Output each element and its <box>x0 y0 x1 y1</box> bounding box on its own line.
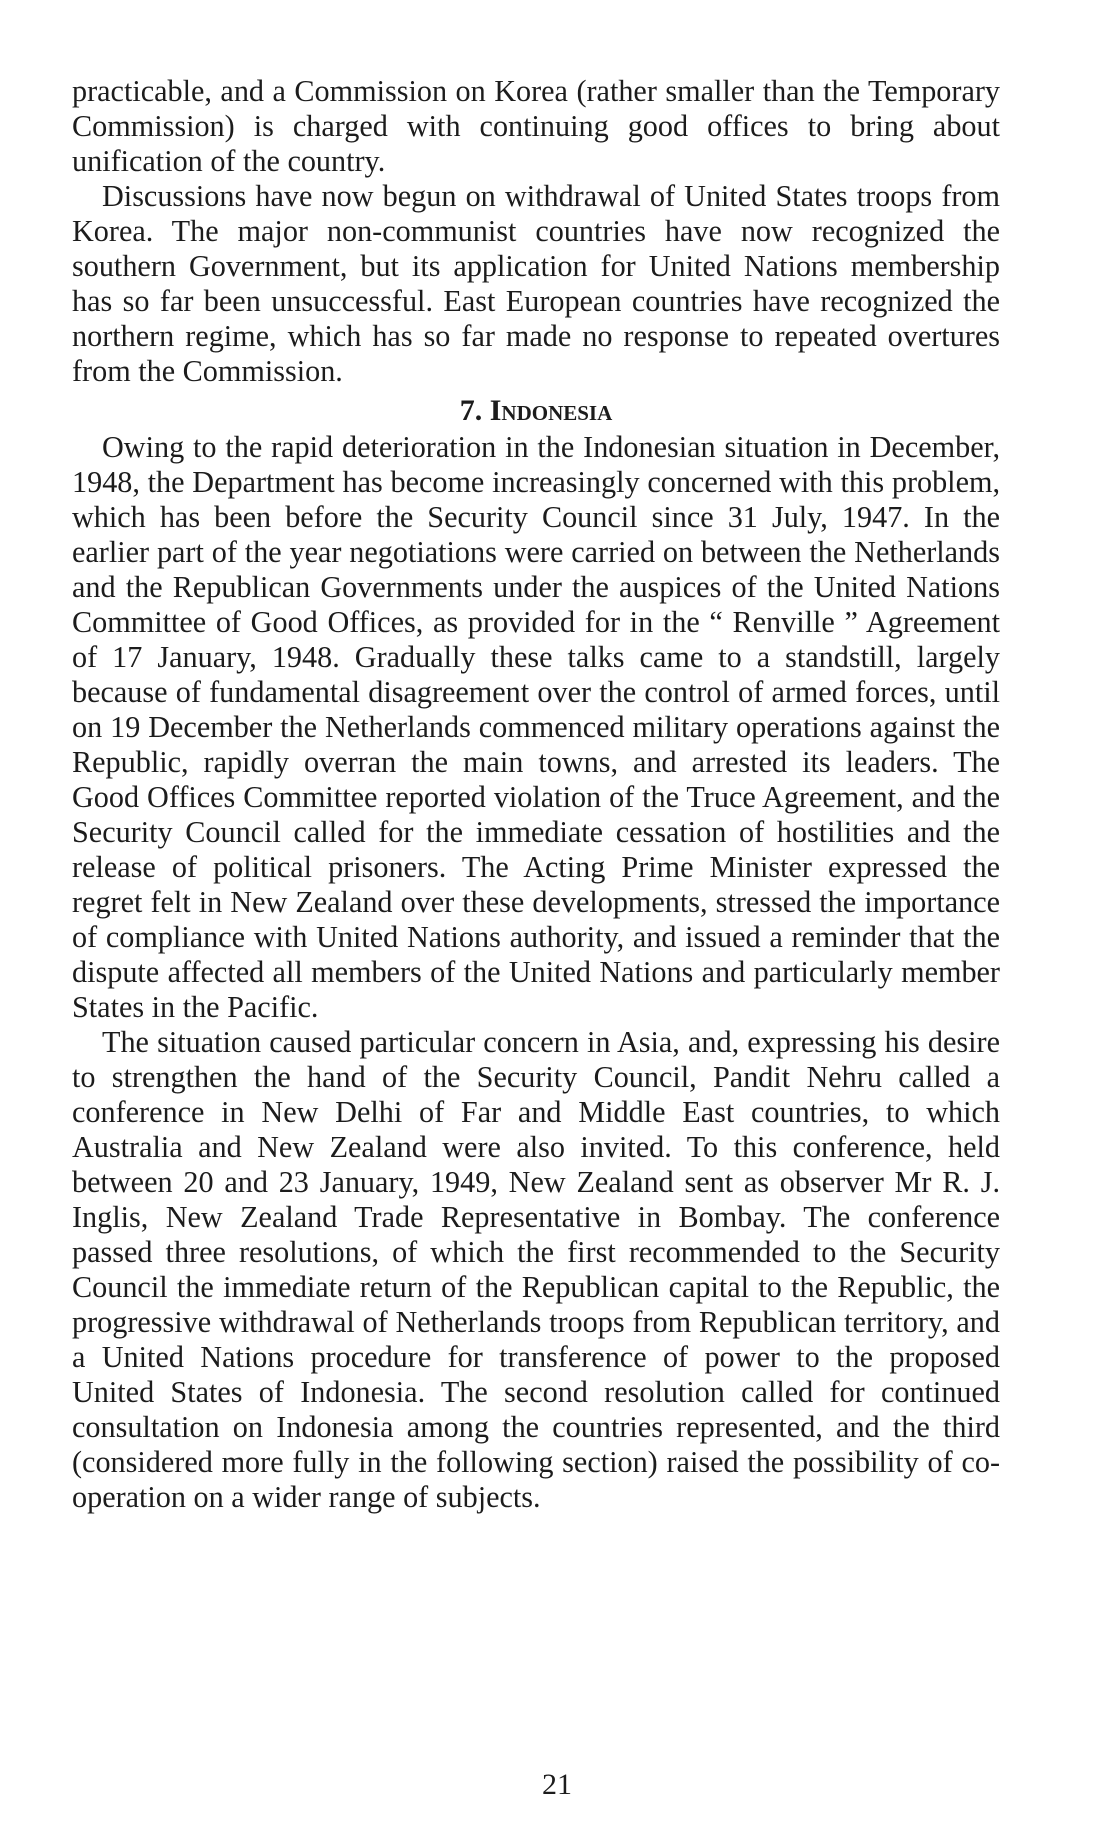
document-page <box>72 74 1000 1515</box>
paragraph-korea-withdrawal: Discussions have now begun on withdrawal of United States troops from Korea. The major non-communist countries have now recognized the southern Government, but its application for United Nations membership has so far been unsuccessful. East European countries have recognized the northern regime, which has so far made no response to repeated overtures from the Commission. <box>72 179 1000 388</box>
paragraph-indonesia-situation: Owing to the rapid deterioration in the Indonesian situation in December, 1948, the Department has become increasingly concerned with this problem, which has been before the Security Council since 31 July, 1947. In the earlier part of the year negotiations were carried on between the Netherlands and the Republican Governments under the auspices of the United Nations Committee of Good Offices, as provided for in the “ Renville ” Agreement of 17 January, 1948. Gradually these talks came to a standstill, largely because of fundamental disagreement over the control of armed forces, until on 19 December the Netherlands commenced military operations against the Republic, rapidly overran the main towns, and arrested its leaders. The Good Offices Committee reported violation of the Truce Agreement, and the Security Council called for the immediate cessation of hostilities and the release of political prisoners. The Acting Prime Minister expressed the regret felt in New Zealand over these developments, stressed the importance of compliance with United Nations authority, and issued a reminder that the dispute affected all members of the United Nations and particularly member States in the Pacific. <box>72 430 1000 1024</box>
page-number: 21 <box>542 1768 572 1801</box>
section-heading-indonesia: 7. Indonesia <box>459 394 613 427</box>
paragraph-new-delhi-conference: The situation caused particular concern in Asia, and, expressing his desire to strengthen the hand of the Security Council, Pandit Nehru called a conference in New Delhi of Far and Middle East countries, to which Australia and New Zealand were also invited. To this conference, held between 20 and 23 January, 1949, New Zealand sent as observer Mr R. J. Inglis, New Zealand Trade Representative in Bombay. The conference passed three resolutions, of which the first recommended to the Security Council the immediate return of the Republican capital to the Republic, the progressive withdrawal of Netherlands troops from Republican territory, and a United Nations procedure for transference of power to the proposed United States of Indonesia. The second resolution called for continued consultation on Indonesia among the countries represented, and the third (considered more fully in the following section) raised the possibility of co-operation on a wider range of subjects. <box>72 1025 1000 1514</box>
paragraph-korea-commission: practicable, and a Commission on Korea (rather smaller than the Temporary Commission) is charged with continuing good offices to bring about unification of the country. <box>72 74 1000 178</box>
